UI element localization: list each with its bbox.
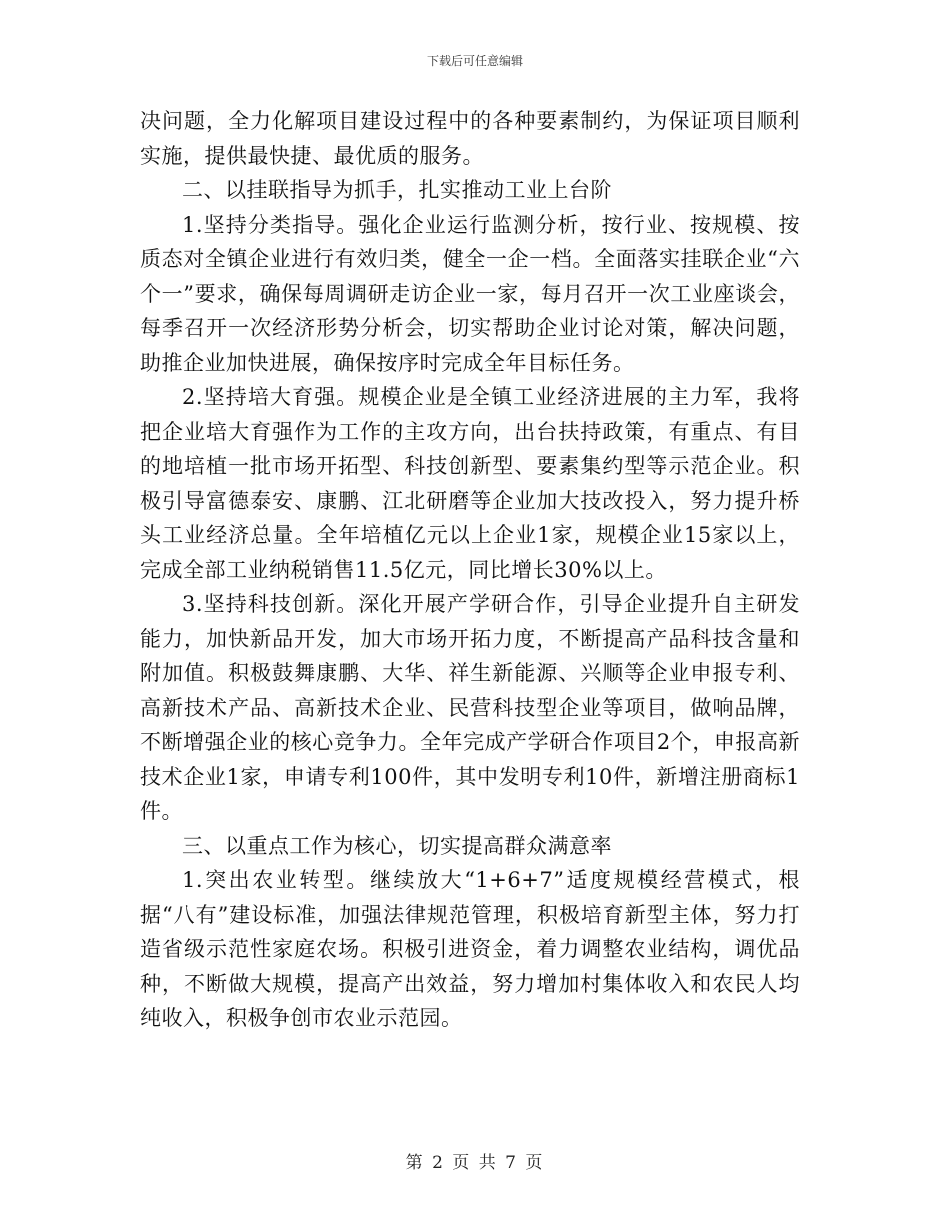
paragraph-tech-innovation: 3.坚持科技创新。深化开展产学研合作，引导企业提升自主研发能力，加快新品开发，加大市场开拓力度，不断提高产品科技含量和附加值。积极鼓舞康鹏、大华、祥生新能源、兴顺等企业申报专利、高新技术产品、高新技术企业、民营科技型企业等项目，做响品牌，不断增强企业的核心竞争力。全年完成产学研合作项目2个，申报高新技术企业1家，申请专利100件，其中发明专利10件，新增注册商标1件。 [140, 592, 800, 823]
paragraph-grow-enterprises: 2.坚持培大育强。规模企业是全镇工业经济进展的主力军，我将把企业培大育强作为工作的主攻方向，出台扶持政策，有重点、有目的地培植一批市场开拓型、科技创新型、要素集约型等示范企业。积极引导富德泰安、康鹏、江北研磨等企业加大技改投入，努力提升桥头工业经济总量。全年培植亿元以上企业1家，规模企业15家以上，完成全部工业纳税销售11.5亿元，同比增长30%以上。 [140, 385, 800, 582]
section-heading-3: 三、以重点工作为核心，切实提高群众满意率 [182, 833, 612, 858]
paragraph-classification-guidance: 1.坚持分类指导。强化企业运行监测分析，按行业、按规模、按质态对全镇企业进行有效归类，健全一企一档。全面落实挂联企业“六个一”要求，确保每周调研走访企业一家，每月召开一次工业座谈会，每季召开一次经济形势分析会，切实帮助企业讨论对策，解决问题，助推企业加快进展，确保按序时完成全年目标任务。 [140, 212, 800, 375]
document-body [140, 104, 800, 1036]
paragraph-continuation: 决问题，全力化解项目建设过程中的各种要素制约，为保证项目顺利实施，提供最快捷、最优质的服务。 [140, 109, 800, 168]
page-number-footer: 第 2 页 共 7 页 [405, 1153, 545, 1173]
paragraph-agriculture-transformation: 1.突出农业转型。继续放大“1+6+7”适度规模经营模式，根据“八有”建设标准，加强法律规范管理，积极培育新型主体，努力打造省级示范性家庭农场。积极引进资金，着力调整农业结构，调优品种，不断做大规模，提高产出效益，努力增加村集体收入和农民人均纯收入，积极争创市农业示范园。 [140, 868, 800, 1030]
page-header: 下载后可任意编辑 [426, 54, 523, 68]
section-heading-2: 二、以挂联指导为抓手，扎实推动工业上台阶 [182, 178, 612, 202]
